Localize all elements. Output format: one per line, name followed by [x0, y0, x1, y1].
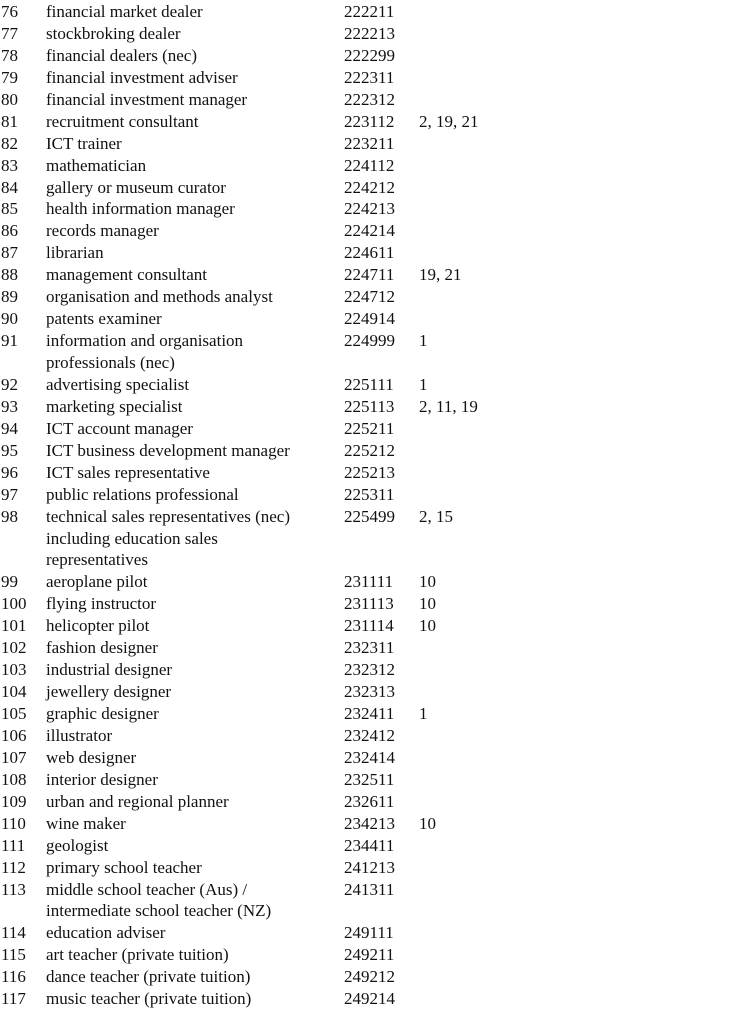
occupation-row [1, 89, 539, 111]
row-number: 94 [1, 418, 18, 438]
row-number: 86 [1, 221, 18, 241]
row-number: 80 [1, 89, 18, 109]
anzsco-code: 249211 [344, 945, 395, 965]
row-number: 87 [1, 243, 18, 263]
row-number: 83 [1, 155, 18, 175]
row-number: 106 [1, 725, 27, 745]
conditions [419, 198, 539, 220]
anzsco-code: 222213 [344, 23, 395, 43]
anzsco-code: 231113 [344, 594, 394, 614]
anzsco-code: 241311 [344, 879, 395, 899]
occupation-row [1, 418, 539, 440]
row-number: 110 [1, 813, 26, 833]
occupation-title-line: recruitment consultant [46, 111, 199, 131]
conditions [419, 725, 539, 747]
occupation-title [46, 308, 344, 330]
anzsco-code: 224213 [344, 199, 395, 219]
conditions [419, 45, 539, 67]
conditions: 10 [419, 813, 436, 833]
occupation-row [1, 879, 539, 923]
row-number: 92 [1, 374, 18, 394]
conditions [419, 944, 539, 966]
conditions: 1 [419, 704, 428, 723]
row-number: 113 [1, 879, 26, 899]
row-number: 78 [1, 45, 18, 65]
occupation-title-line: including education sales [46, 528, 218, 548]
occupation-title [46, 1, 344, 23]
occupation-title-line: technical sales representatives (nec) [46, 506, 291, 526]
occupation-title-line: industrial designer [46, 660, 173, 680]
occupation-row [1, 220, 539, 242]
occupation-title-line: jewellery designer [46, 682, 172, 702]
occupation-row [1, 462, 539, 484]
occupation-row [1, 1, 539, 23]
row-number: 109 [1, 791, 27, 811]
conditions [419, 440, 539, 462]
occupation-title [46, 89, 344, 111]
conditions [419, 1, 539, 23]
occupation-title-line: wine maker [46, 813, 126, 833]
conditions [419, 747, 539, 769]
occupation-row [1, 659, 539, 681]
occupation-row [1, 681, 539, 703]
anzsco-code: 225212 [344, 440, 395, 460]
row-number: 117 [1, 989, 26, 1009]
conditions: 10 [419, 616, 436, 636]
occupation-row [1, 198, 539, 220]
occupation-title [46, 835, 344, 857]
row-number: 81 [1, 111, 18, 131]
anzsco-code: 222299 [344, 45, 395, 65]
occupation-row [1, 615, 539, 637]
occupation-title [46, 725, 344, 747]
anzsco-code: 234213 [344, 813, 395, 833]
occupation-title-line: financial dealers (nec) [46, 45, 198, 65]
occupation-title-line: advertising specialist [46, 374, 190, 394]
occupation-title [46, 242, 344, 264]
conditions [419, 177, 539, 199]
occupation-row [1, 242, 539, 264]
occupation-title-line: fashion designer [46, 638, 158, 658]
anzsco-code: 225213 [344, 462, 395, 482]
occupation-title-line: professionals (nec) [46, 353, 175, 372]
anzsco-code: 225311 [344, 484, 395, 504]
row-number: 88 [1, 265, 18, 285]
conditions: 1 [419, 331, 428, 351]
occupation-title [46, 198, 344, 220]
conditions [419, 791, 539, 813]
occupation-title [46, 484, 344, 506]
occupation-row [1, 133, 539, 155]
occupation-row [1, 791, 539, 813]
occupation-title [46, 67, 344, 89]
occupation-title [46, 747, 344, 769]
occupation-title-line: mathematician [46, 155, 147, 175]
anzsco-code: 224712 [344, 287, 395, 307]
occupation-title-line: dance teacher (private tuition) [46, 967, 251, 987]
occupation-row [1, 725, 539, 747]
conditions [419, 220, 539, 242]
occupation-title-line: primary school teacher [46, 857, 202, 877]
row-number: 102 [1, 638, 27, 658]
occupation-row [1, 374, 539, 396]
occupation-title-line: stockbroking dealer [46, 23, 181, 43]
row-number: 108 [1, 769, 27, 789]
row-number: 115 [1, 945, 26, 965]
row-number: 82 [1, 133, 18, 153]
occupation-title-line: ICT sales representative [46, 462, 210, 482]
occupation-row [1, 111, 539, 133]
occupation-title [46, 220, 344, 242]
occupation-title [46, 23, 344, 45]
conditions: 10 [419, 572, 436, 592]
occupation-title-line: interior designer [46, 769, 158, 789]
anzsco-code: 225111 [344, 374, 394, 394]
anzsco-code: 232412 [344, 725, 395, 745]
occupation-title-line: music teacher (private tuition) [46, 989, 252, 1009]
occupation-table [1, 1, 539, 1010]
occupation-row [1, 45, 539, 67]
conditions [419, 418, 539, 440]
occupation-title-line: intermediate school teacher (NZ) [46, 901, 272, 921]
occupation-title [46, 615, 344, 637]
occupation-row [1, 593, 539, 615]
occupation-title [46, 396, 344, 418]
anzsco-code: 222312 [344, 89, 395, 109]
row-number: 93 [1, 396, 18, 416]
occupation-title-line: marketing specialist [46, 396, 183, 416]
conditions [419, 67, 539, 89]
conditions: 19, 21 [419, 265, 462, 285]
row-number: 84 [1, 177, 18, 197]
anzsco-code: 231111 [344, 572, 394, 592]
anzsco-code: 224914 [344, 309, 395, 329]
occupation-row [1, 769, 539, 791]
occupation-row [1, 571, 539, 593]
anzsco-code: 232312 [344, 660, 395, 680]
anzsco-code: 249111 [344, 923, 394, 943]
occupation-row [1, 155, 539, 177]
occupation-row [1, 966, 539, 988]
row-number: 97 [1, 484, 18, 504]
occupation-title [46, 45, 344, 67]
anzsco-code: 224112 [344, 155, 395, 175]
conditions [419, 879, 539, 923]
occupation-title [46, 637, 344, 659]
anzsco-code: 232414 [344, 747, 395, 767]
anzsco-code: 234411 [344, 835, 395, 855]
row-number: 112 [1, 857, 26, 877]
row-number: 77 [1, 23, 18, 43]
occupation-row [1, 330, 539, 374]
occupation-title [46, 857, 344, 879]
conditions [419, 242, 539, 264]
anzsco-code: 222311 [344, 67, 395, 87]
occupation-title-line: ICT trainer [46, 133, 122, 153]
occupation-title-line: middle school teacher (Aus) / [46, 879, 248, 899]
occupation-row [1, 264, 539, 286]
conditions: 2, 15 [419, 506, 453, 526]
occupation-title [46, 966, 344, 988]
row-number: 90 [1, 309, 18, 329]
anzsco-code: 241213 [344, 857, 395, 877]
occupation-title-line: flying instructor [46, 594, 157, 614]
occupation-title [46, 440, 344, 462]
conditions: 10 [419, 594, 436, 614]
anzsco-code: 249212 [344, 967, 395, 987]
occupation-row [1, 637, 539, 659]
occupation-title-line: helicopter pilot [46, 616, 150, 636]
occupation-title [46, 330, 344, 374]
occupation-row [1, 308, 539, 330]
anzsco-code: 232511 [344, 769, 395, 789]
occupation-row [1, 813, 539, 835]
occupation-title-line: ICT account manager [46, 418, 193, 438]
occupation-title [46, 922, 344, 944]
occupation-title [46, 593, 344, 615]
anzsco-code: 232311 [344, 638, 395, 658]
anzsco-code: 224999 [344, 331, 395, 351]
anzsco-code: 232611 [344, 791, 395, 811]
occupation-title-line: art teacher (private tuition) [46, 945, 229, 965]
row-number: 104 [1, 682, 27, 702]
conditions [419, 857, 539, 879]
anzsco-code: 249214 [344, 989, 395, 1009]
row-number: 105 [1, 704, 27, 723]
row-number: 76 [1, 2, 18, 21]
occupation-title [46, 571, 344, 593]
anzsco-code: 222211 [344, 2, 395, 21]
occupation-title [46, 879, 344, 923]
occupation-title [46, 374, 344, 396]
conditions [419, 637, 539, 659]
occupation-row [1, 440, 539, 462]
occupation-title-line: financial investment adviser [46, 67, 238, 87]
row-number: 111 [1, 835, 26, 855]
occupation-title-line: representatives [46, 550, 148, 570]
row-number: 95 [1, 440, 18, 460]
occupation-title-line: patents examiner [46, 309, 162, 329]
occupation-title [46, 155, 344, 177]
conditions: 2, 11, 19 [419, 396, 478, 416]
anzsco-code: 225113 [344, 396, 395, 416]
conditions [419, 988, 539, 1010]
conditions [419, 133, 539, 155]
conditions: 2, 19, 21 [419, 111, 479, 131]
occupation-title [46, 769, 344, 791]
occupation-title-line: graphic designer [46, 704, 159, 723]
occupation-title [46, 659, 344, 681]
anzsco-code: 223112 [344, 111, 395, 131]
conditions [419, 659, 539, 681]
anzsco-code: 224611 [344, 243, 395, 263]
occupation-table-body [1, 1, 539, 1010]
row-number: 100 [1, 594, 27, 614]
occupation-title [46, 264, 344, 286]
row-number: 91 [1, 331, 18, 351]
occupation-title-line: management consultant [46, 265, 207, 285]
anzsco-code: 232411 [344, 704, 395, 723]
row-number: 89 [1, 287, 18, 307]
occupation-title [46, 462, 344, 484]
occupation-row [1, 922, 539, 944]
conditions [419, 835, 539, 857]
occupation-title [46, 944, 344, 966]
anzsco-code: 224711 [344, 265, 395, 285]
occupation-title [46, 418, 344, 440]
occupation-row [1, 23, 539, 45]
occupation-title [46, 988, 344, 1010]
occupation-row [1, 944, 539, 966]
occupation-title-line: financial investment manager [46, 89, 248, 109]
row-number: 101 [1, 616, 27, 636]
occupation-row [1, 835, 539, 857]
occupation-title-line: gallery or museum curator [46, 177, 226, 197]
occupation-row [1, 703, 539, 725]
occupation-title-line: urban and regional planner [46, 791, 229, 811]
occupation-title [46, 133, 344, 155]
occupation-title [46, 111, 344, 133]
row-number: 107 [1, 747, 27, 767]
conditions [419, 484, 539, 506]
occupation-title-line: information and organisation [46, 331, 244, 351]
conditions [419, 23, 539, 45]
occupation-title-line: records manager [46, 221, 159, 241]
conditions [419, 681, 539, 703]
conditions [419, 155, 539, 177]
row-number: 85 [1, 199, 18, 219]
conditions [419, 922, 539, 944]
occupation-row [1, 857, 539, 879]
conditions [419, 769, 539, 791]
anzsco-code: 224212 [344, 177, 395, 197]
row-number: 116 [1, 967, 26, 987]
row-number: 99 [1, 572, 18, 592]
occupation-title-line: health information manager [46, 199, 235, 219]
row-number: 98 [1, 506, 18, 526]
occupation-title-line: librarian [46, 243, 104, 263]
occupation-title [46, 703, 344, 725]
occupation-title [46, 791, 344, 813]
occupation-title [46, 813, 344, 835]
occupation-title-line: public relations professional [46, 484, 239, 504]
anzsco-code: 225211 [344, 418, 395, 438]
occupation-row [1, 396, 539, 418]
row-number: 103 [1, 660, 27, 680]
conditions [419, 966, 539, 988]
occupation-title-line: web designer [46, 747, 137, 767]
row-number: 114 [1, 923, 26, 943]
anzsco-code: 224214 [344, 221, 395, 241]
occupation-title-line: illustrator [46, 725, 113, 745]
occupation-title [46, 286, 344, 308]
conditions [419, 462, 539, 484]
conditions [419, 286, 539, 308]
row-number: 96 [1, 462, 18, 482]
occupation-row [1, 67, 539, 89]
occupation-title-line: financial market dealer [46, 2, 203, 21]
occupation-row [1, 484, 539, 506]
occupation-row [1, 988, 539, 1010]
occupation-title-line: ICT business development manager [46, 440, 290, 460]
anzsco-code: 225499 [344, 506, 395, 526]
occupation-row [1, 177, 539, 199]
occupation-title [46, 681, 344, 703]
conditions: 1 [419, 374, 428, 394]
anzsco-code: 232313 [344, 682, 395, 702]
occupation-row [1, 286, 539, 308]
occupation-title-line: education adviser [46, 923, 166, 943]
anzsco-code: 231114 [344, 616, 394, 636]
occupation-row [1, 506, 539, 572]
conditions [419, 308, 539, 330]
occupation-title-line: aeroplane pilot [46, 572, 148, 592]
occupation-row [1, 747, 539, 769]
occupation-title [46, 177, 344, 199]
anzsco-code: 223211 [344, 133, 395, 153]
row-number: 79 [1, 67, 18, 87]
occupation-title [46, 506, 344, 572]
conditions [419, 89, 539, 111]
occupation-title-line: geologist [46, 835, 109, 855]
occupation-title-line: organisation and methods analyst [46, 287, 273, 307]
